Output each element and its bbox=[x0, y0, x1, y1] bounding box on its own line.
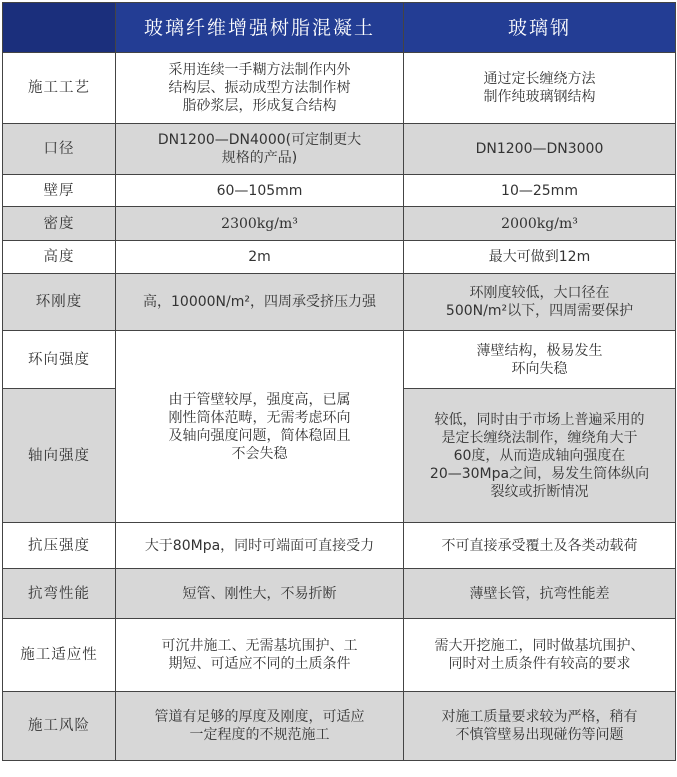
header-col-frp: 玻璃钢 bbox=[404, 3, 676, 53]
cell-frp-concrete: 60—105mm bbox=[116, 175, 404, 207]
row-label: 环刚度 bbox=[3, 274, 116, 331]
table-row bbox=[3, 53, 676, 124]
cell-frp: 10—25mm bbox=[404, 175, 676, 207]
table-row bbox=[3, 569, 676, 619]
cell-frp: DN1200—DN3000 bbox=[404, 124, 676, 175]
row-label: 轴向强度 bbox=[3, 389, 116, 523]
cell-frp-concrete: 2300kg/m³ bbox=[116, 207, 404, 241]
row-label: 密度 bbox=[3, 207, 116, 241]
row-label: 抗弯性能 bbox=[3, 569, 116, 619]
cell-frp: 2000kg/m³ bbox=[404, 207, 676, 241]
table-row bbox=[3, 523, 676, 569]
table-row bbox=[3, 274, 676, 331]
cell-frp: 环刚度较低，大口径在 500N/m²以下，四周需要保护 bbox=[404, 274, 676, 331]
row-label: 环向强度 bbox=[3, 331, 116, 389]
row-label: 口径 bbox=[3, 124, 116, 175]
row-label: 壁厚 bbox=[3, 175, 116, 207]
cell-frp-concrete: 可沉井施工、无需基坑围护、工 期短、可适应不同的土质条件 bbox=[116, 619, 404, 692]
cell-frp-concrete: 2m bbox=[116, 241, 404, 274]
cell-frp: 需大开挖施工，同时做基坑围护、 同时对土质条件有较高的要求 bbox=[404, 619, 676, 692]
row-label: 施工适应性 bbox=[3, 619, 116, 692]
cell-frp: 通过定长缠绕方法 制作纯玻璃钢结构 bbox=[404, 53, 676, 124]
table-row bbox=[3, 619, 676, 692]
table-row bbox=[3, 692, 676, 761]
cell-frp-concrete-merged: 由于管壁较厚，强度高，已属 刚性筒体范畴，无需考虑环向 及轴向强度问题，简体稳固且 不会失稳 bbox=[116, 331, 404, 523]
comparison-table bbox=[2, 2, 676, 761]
cell-frp-concrete: DN1200—DN4000(可定制更大 规格的产品) bbox=[116, 124, 404, 175]
cell-frp-concrete: 大于80Mpa，同时可端面可直接受力 bbox=[116, 523, 404, 569]
row-label: 施工工艺 bbox=[3, 53, 116, 124]
cell-frp-concrete: 采用连续一手糊方法制作内外 结构层、振动成型方法制作树 脂砂浆层，形成复合结构 bbox=[116, 53, 404, 124]
cell-frp: 较低，同时由于市场上普遍采用的 是定长缠绕法制作，缠绕角大于 60度，从而造成轴向强度在 20—30Mpa之间，易发生筒体纵向 裂纹或折断情况 bbox=[404, 389, 676, 523]
header-corner bbox=[3, 3, 116, 53]
row-label: 高度 bbox=[3, 241, 116, 274]
table-row bbox=[3, 207, 676, 241]
cell-frp: 对施工质量要求较为严格，稍有 不慎管壁易出现碰伤等问题 bbox=[404, 692, 676, 761]
cell-frp: 不可直接承受覆土及各类动载荷 bbox=[404, 523, 676, 569]
table-row bbox=[3, 175, 676, 207]
cell-frp-concrete: 高，10000N/m²，四周承受挤压力强 bbox=[116, 274, 404, 331]
cell-frp: 最大可做到12m bbox=[404, 241, 676, 274]
row-label: 施工风险 bbox=[3, 692, 116, 761]
table-row bbox=[3, 124, 676, 175]
cell-frp-concrete: 管道有足够的厚度及刚度，可适应 一定程度的不规范施工 bbox=[116, 692, 404, 761]
cell-frp-concrete: 短管、刚性大，不易折断 bbox=[116, 569, 404, 619]
table-row bbox=[3, 241, 676, 274]
cell-frp: 薄壁长管，抗弯性能差 bbox=[404, 569, 676, 619]
header-row bbox=[3, 3, 676, 53]
header-col-frp-concrete: 玻璃纤维增强树脂混凝土 bbox=[116, 3, 404, 53]
table-row bbox=[3, 331, 676, 389]
cell-frp: 薄壁结构，极易发生 环向失稳 bbox=[404, 331, 676, 389]
row-label: 抗压强度 bbox=[3, 523, 116, 569]
